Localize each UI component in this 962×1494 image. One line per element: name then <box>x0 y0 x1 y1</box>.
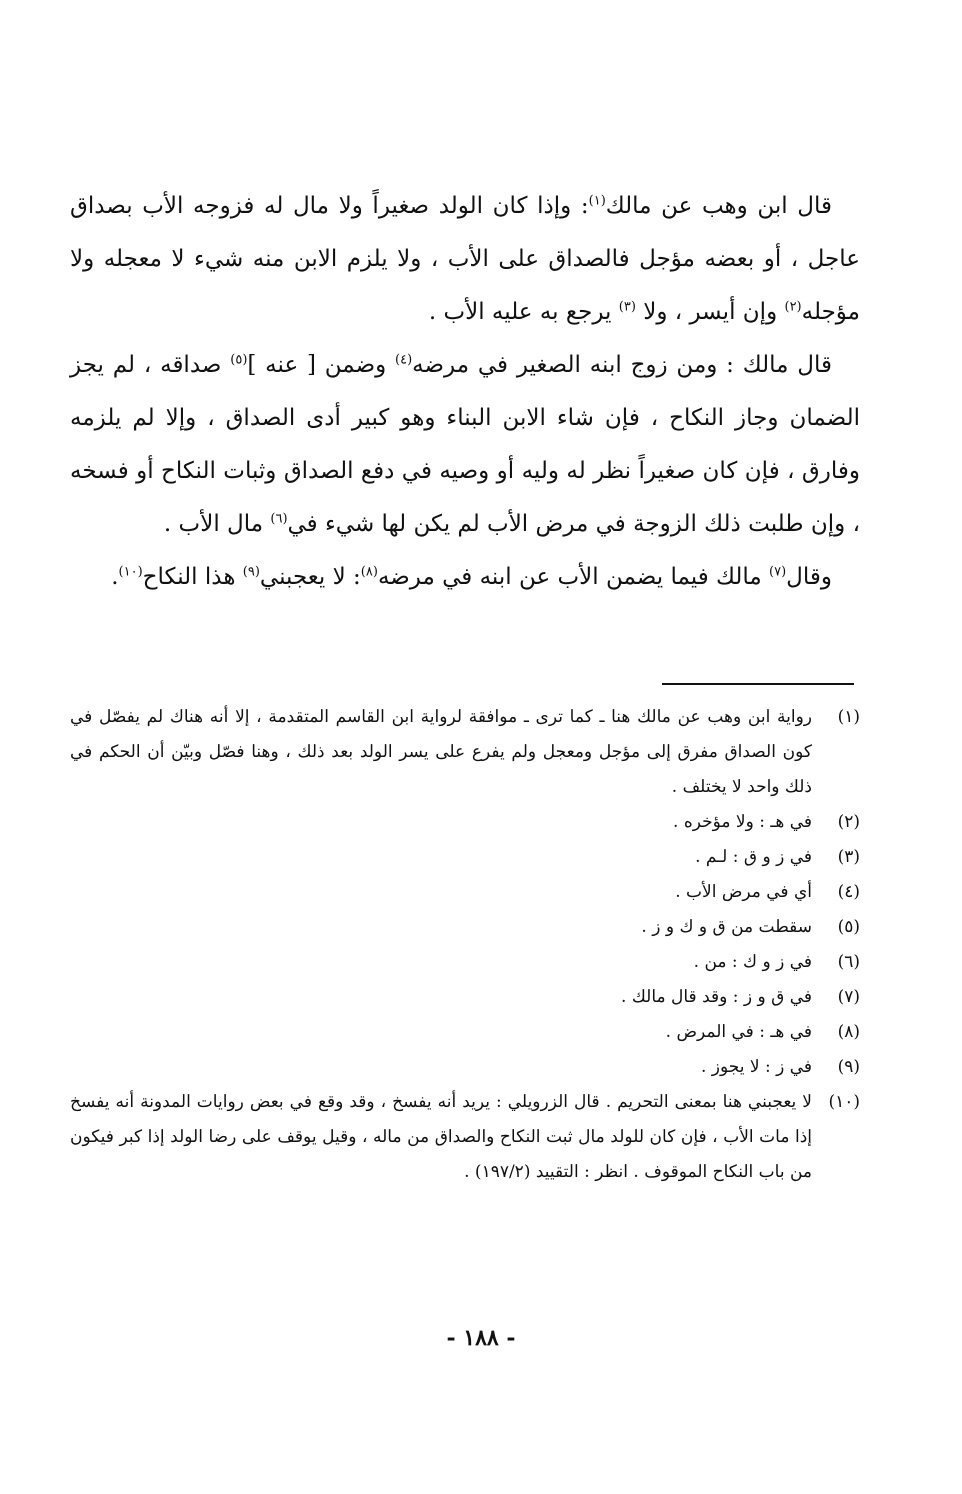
paragraph-2: قال مالك : ومن زوج ابنه الصغير في مرضه$^{(٤)}$ وضمن [ عنه ]$^{(٥)}$ صداقه ، لم يجز الضمان وجاز النكاح ، فإن شاء الابن البناء وهو كبير أدى الصداق ، وإلا لم يلزمه وفارق ، فإن كان صغيراً نظر له وليه أو وصيه في دفع الصداق وثبات النكاح أو فسخه ، وإن طلبت ذلك الزوجة في مرض الأب لم يكن لها شيء في$^{(٦)}$ مال الأب . <box>70 352 860 537</box>
footnote-number: (٨) <box>837 1022 860 1042</box>
footnote-separator <box>662 683 854 685</box>
page-number: - ١٨٨ - <box>446 1325 516 1351</box>
footnote-ref-6[interactable]: (٦) <box>270 511 288 527</box>
footnote-4 <box>70 875 860 910</box>
footnote-ref-7[interactable]: (٧) <box>769 564 787 580</box>
paragraph-3: وقال$^{(٧)}$ مالك فيما يضمن الأب عن ابنه في مرضه$^{(٨)}$: لا يعجبني$^{(٩)}$ هذا النكاح$^{(١٠)}$. <box>111 564 832 590</box>
footnote-9 <box>70 1050 860 1085</box>
footnote-ref-2[interactable]: (٢) <box>784 299 802 315</box>
footnote-ref-4[interactable]: (٤) <box>395 352 413 368</box>
footnote-number: (٢) <box>837 812 860 832</box>
footnote-text: في ز و ك : من . <box>693 952 812 972</box>
footnote-text: لا يعجبني هنا بمعنى التحريم . قال الزرويلي : يريد أنه يفسخ ، وقد وقع في بعض روايات المدونة أنه يفسخ إذا مات الأب ، فإن كان للولد مال ثبت النكاح والصداق من ماله ، وقيل يوقف على رضا الولد إذا كبر فيكون من باب النكاح الموقوف . انظر : التقييد (١٩٧/٢) . <box>70 1092 812 1182</box>
main-text <box>70 180 860 604</box>
footnote-text: في ق و ز : وقد قال مالك . <box>621 987 812 1007</box>
footnote-ref-5[interactable]: (٥) <box>230 352 248 368</box>
footnote-6 <box>70 945 860 980</box>
footnote-text: في ز : لا يجوز . <box>700 1057 812 1077</box>
footnote-text: في ز و ق : لـم . <box>695 847 812 867</box>
footnote-number: (٦) <box>837 952 860 972</box>
footnote-10 <box>70 1085 860 1190</box>
footnote-text: في هـ : في المرض . <box>665 1022 812 1042</box>
footnote-3 <box>70 840 860 875</box>
footnote-7 <box>70 980 860 1015</box>
footnote-number: (٣) <box>837 847 860 867</box>
footnote-ref-9[interactable]: (٩) <box>242 564 260 580</box>
footnote-5 <box>70 910 860 945</box>
footnote-number: (٤) <box>837 882 860 902</box>
footnote-text: سقطت من ق و ك و ز . <box>641 917 812 937</box>
footnote-number: (٥) <box>837 917 860 937</box>
paragraph-1: قال ابن وهب عن مالك$^{(١)}$: وإذا كان الولد صغيراً ولا مال له فزوجه الأب بصداق عاجل ، أو بعضه مؤجل فالصداق على الأب ، ولا يلزم الابن منه شيء لا معجله ولا مؤجله$^{(٢)}$ وإن أيسر ، ولا $^{(٣)}$ يرجع به عليه الأب . <box>70 193 860 325</box>
footnote-number: (١) <box>837 707 860 727</box>
footnotes <box>70 700 860 1190</box>
footnote-text: رواية ابن وهب عن مالك هنا ـ كما ترى ـ موافقة لرواية ابن القاسم المتقدمة ، إلا أنه هناك لم يفصّل في كون الصداق مفرق إلى مؤجل ومعجل ولم يفرع على يسر الولد بعد ذلك ، وهنا فصّل وبيّن أن الحكم في ذلك واحد لا يختلف . <box>70 707 812 797</box>
footnote-text: أي في مرض الأب . <box>675 882 812 902</box>
footnote-ref-8[interactable]: (٨) <box>360 564 378 580</box>
footnote-1 <box>70 700 860 805</box>
footnote-ref-10[interactable]: (١٠) <box>118 564 143 580</box>
footnote-2 <box>70 805 860 840</box>
footnote-ref-1[interactable]: (١) <box>588 193 606 209</box>
footnote-number: (٩) <box>837 1057 860 1077</box>
footnote-text: في هـ : ولا مؤخره . <box>673 812 812 832</box>
footnote-number: (٧) <box>837 987 860 1007</box>
footnote-8 <box>70 1015 860 1050</box>
footnote-number: (١٠) <box>828 1092 860 1112</box>
footnote-ref-3[interactable]: (٣) <box>618 299 636 315</box>
